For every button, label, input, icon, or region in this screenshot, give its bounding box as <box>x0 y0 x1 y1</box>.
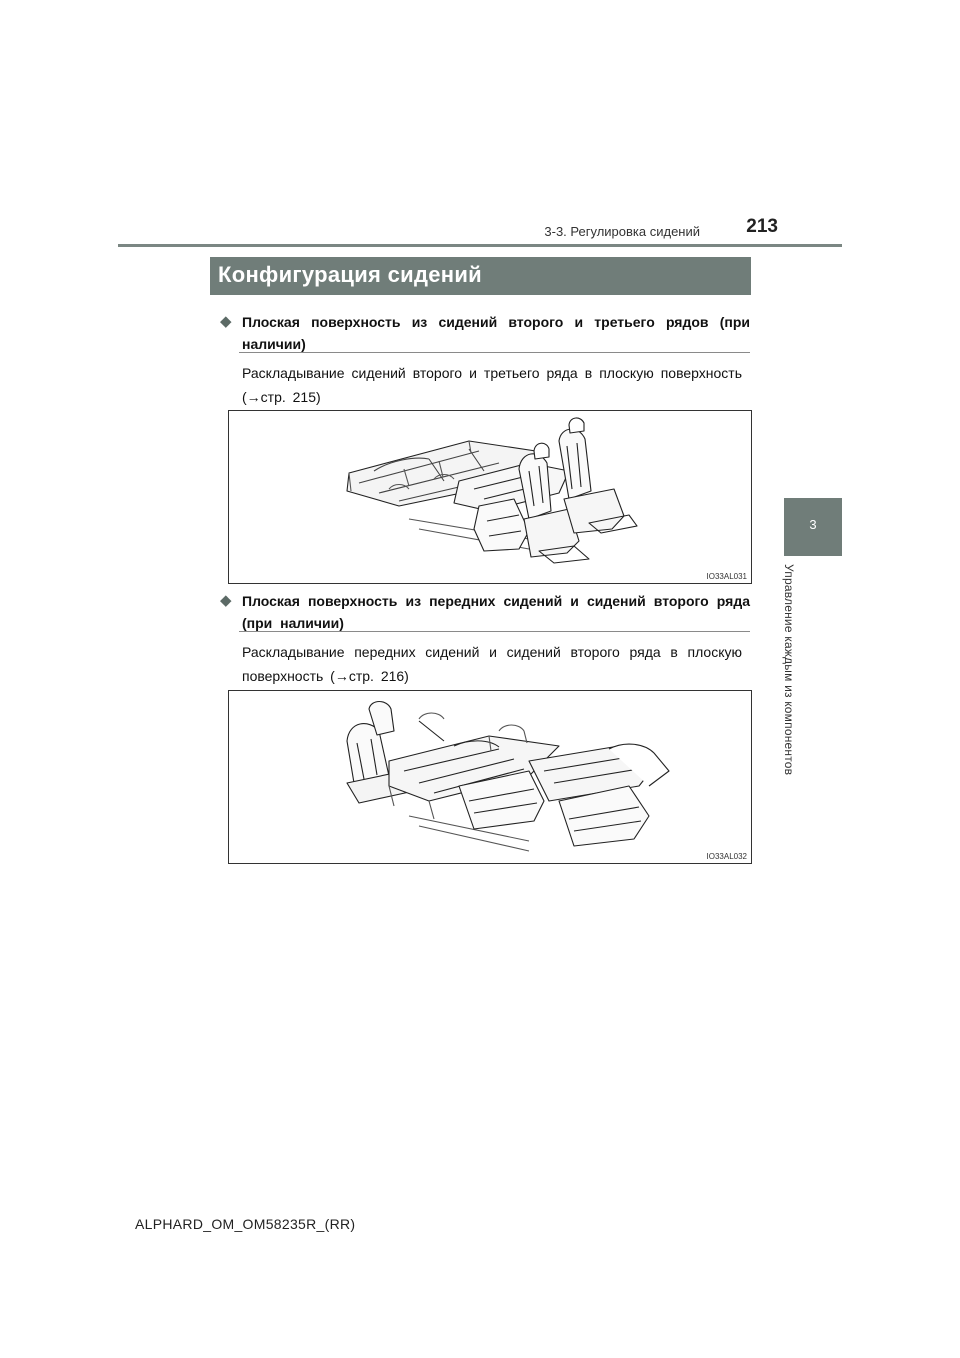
chapter-title: Управление каждым из компонентов <box>782 564 796 776</box>
diamond-bullet-icon: ◆ <box>220 592 232 609</box>
document-code-footer: ALPHARD_OM_OM58235R_(RR) <box>135 1216 356 1232</box>
top-rule <box>118 244 842 247</box>
item-heading-1 <box>220 311 750 355</box>
figure-1 <box>228 410 752 584</box>
figure-label-2: IO33AL032 <box>706 852 747 861</box>
section-title: Конфигурация сидений <box>218 262 483 287</box>
figure-2 <box>228 690 752 864</box>
seats-flat-rows-2-3-illustration <box>229 411 751 583</box>
seats-flat-rows-1-2-illustration <box>229 691 751 863</box>
item-heading-2 <box>220 590 750 634</box>
item-paragraph-2: Раскладывание передних сидений и сидений второго ряда в плоскую поверхность (→стр. 216) <box>242 644 742 684</box>
chapter-side-label <box>782 564 804 794</box>
diamond-bullet-icon: ◆ <box>220 313 232 330</box>
figure-label-1: IO33AL031 <box>706 572 747 581</box>
chapter-tab[interactable] <box>784 498 842 556</box>
running-head: 3-3. Регулировка сидений <box>544 224 700 239</box>
item-paragraph-1: Раскладывание сидений второго и третьего ряда в плоскую поверхность (→стр. 215) <box>242 365 742 405</box>
section-header-bar <box>210 257 751 295</box>
chapter-number: 3 <box>809 517 817 532</box>
heading-rule-2 <box>239 631 750 632</box>
item-heading-text-1: Плоская поверхность из сидений второго и третьего рядов (при наличии) <box>242 314 750 352</box>
heading-rule-1 <box>239 352 750 353</box>
item-heading-text-2: Плоская поверхность из передних сидений и сидений второго ряда (при наличии) <box>242 593 750 631</box>
page-number: 213 <box>746 216 778 237</box>
